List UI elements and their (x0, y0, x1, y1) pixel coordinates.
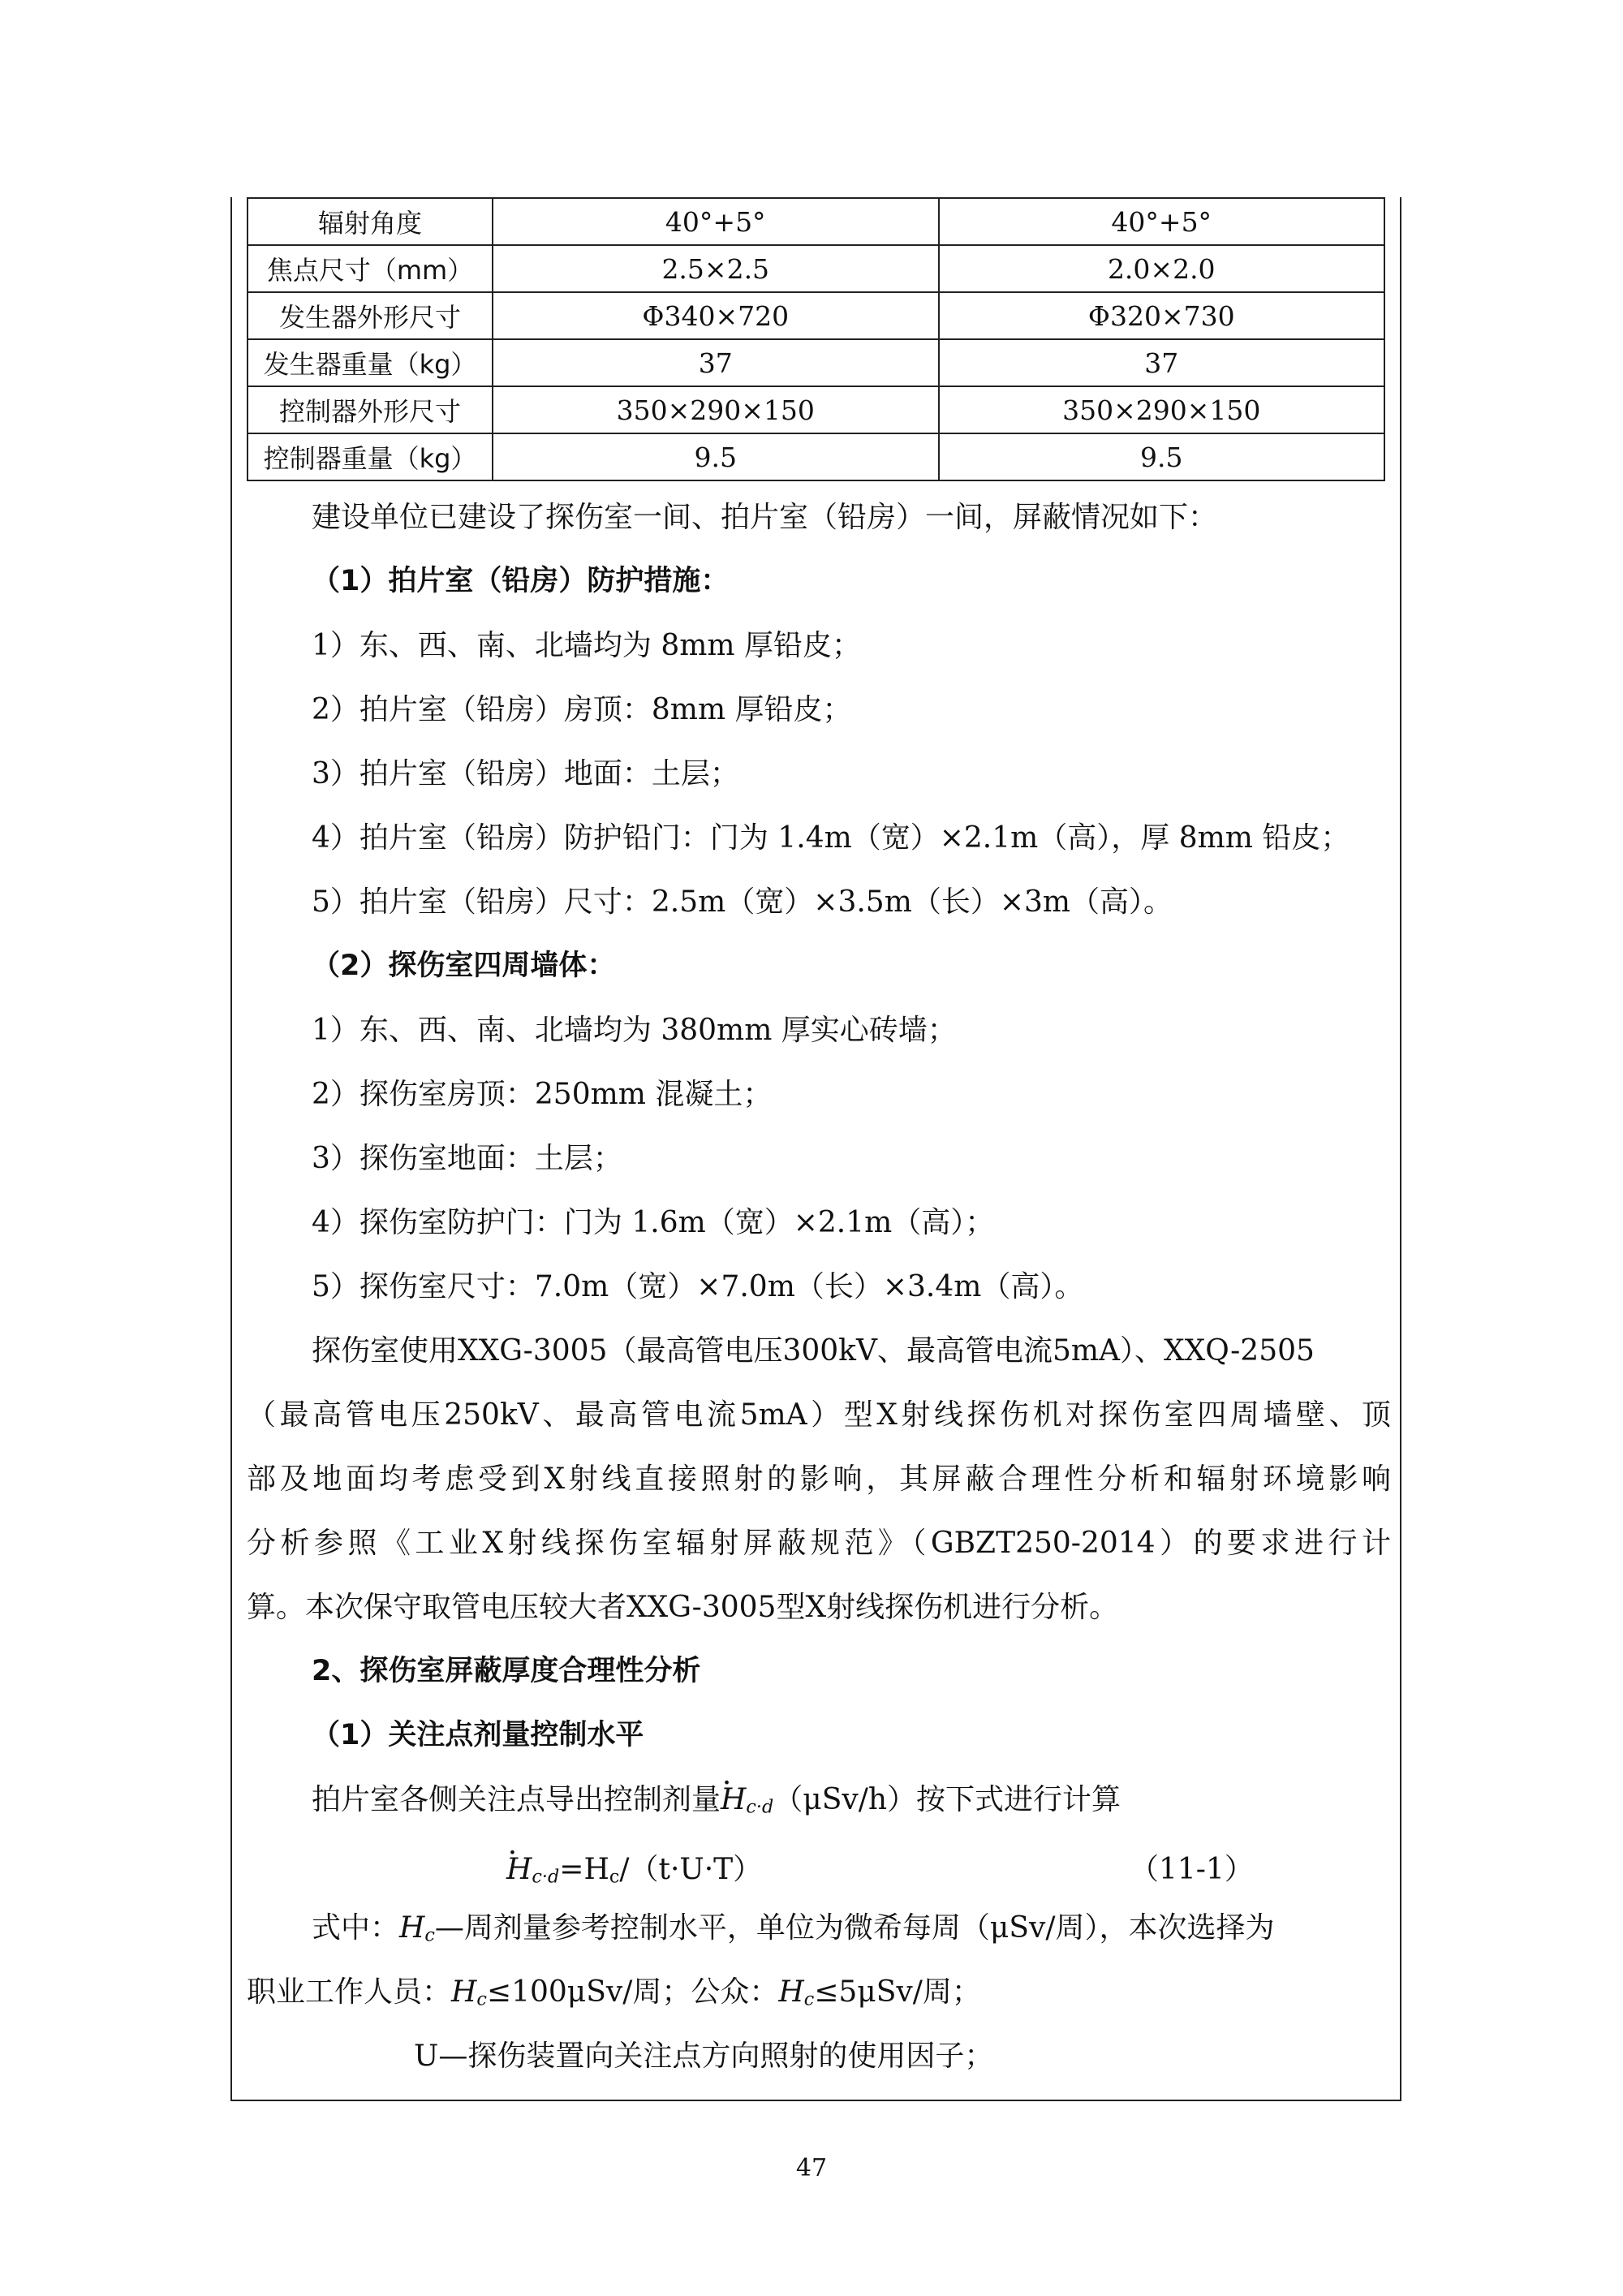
row-label: 发生器外形尺寸 (248, 292, 493, 339)
table-cell: 9.5 (939, 433, 1385, 480)
subsection-heading: （1）关注点剂量控制水平 (312, 1719, 644, 1751)
paragraph-line: 算。本次保守取管电压较大者XXG-3005型X射线探伤机进行分析。 (247, 1591, 1119, 1624)
table-cell: 40°+5° (939, 198, 1385, 245)
list-item: 1）东、西、南、北墙均为 8mm 厚铅皮； (312, 629, 861, 662)
table-cell: 350×290×150 (939, 386, 1385, 433)
list-item: 3）探伤室地面：土层； (312, 1142, 622, 1175)
row-label: 发生器重量（kg） (248, 339, 493, 386)
equation-symbol: · H (506, 1853, 532, 1886)
table-cell: 37 (939, 339, 1385, 386)
table-row (248, 198, 1384, 245)
table-cell: 350×290×150 (493, 386, 939, 433)
table-cell: 40°+5° (493, 198, 939, 245)
list-item: 5）拍片室（铅房）尺寸：2.5m（宽）×3.5m（长）×3m（高）。 (312, 885, 1173, 919)
section-heading: 2、探伤室屏蔽厚度合理性分析 (312, 1655, 701, 1687)
table-cell: 2.5×2.5 (493, 245, 939, 292)
table-row (248, 292, 1384, 339)
table-cell: 9.5 (493, 433, 939, 480)
table-row (248, 386, 1384, 433)
row-label: 辐射角度 (248, 198, 493, 245)
list-item: 3）拍片室（铅房）地面：土层； (312, 757, 739, 790)
table-row (248, 433, 1384, 480)
dose-rate-symbol: · H (721, 1782, 746, 1817)
row-label: 控制器重量（kg） (248, 433, 493, 480)
equation-number: （11-1） (1130, 1853, 1254, 1886)
paragraph-line: 探伤室使用XXG-3005（最高管电压300kV、最高管电流5mA）、XXQ-2505 (312, 1334, 1315, 1368)
table-row (248, 245, 1384, 292)
list-item: 1）东、西、南、北墙均为 380mm 厚实心砖墙； (312, 1014, 957, 1047)
table-cell: 2.0×2.0 (939, 245, 1385, 292)
table-row (248, 339, 1384, 386)
list-item: 4）探伤室防护门：门为 1.6m（宽）×2.1m（高）； (312, 1206, 995, 1239)
intro-paragraph: 建设单位已建设了探伤室一间、拍片室（铅房）一间，屏蔽情况如下： (312, 501, 1218, 534)
definition-line: U—探伤装置向关注点方向照射的使用因子； (414, 2040, 994, 2073)
list-item: 4）拍片室（铅房）防护铅门：门为 1.4m（宽）×2.1m（高），厚 8mm 铅皮； (312, 821, 1350, 855)
table-cell: Φ320×730 (939, 292, 1385, 339)
paragraph-line: 部及地面均考虑受到X射线直接照射的影响，其屏蔽合理性分析和辐射环境影响 (247, 1462, 1391, 1496)
equation: · $H_{c\cdot d}=H_c/(t\cdot U\cdot T)$ (506, 1846, 762, 1888)
page-number: 47 (795, 2154, 828, 2182)
row-label: 焦点尺寸（mm） (248, 245, 493, 292)
list-item: 2）探伤室房顶：250mm 混凝土； (312, 1078, 773, 1111)
definition-line: 式中：$H_c—$周剂量参考控制水平，单位为微希每周（μSv/周），本次选择为 (312, 1911, 1275, 1946)
spec-table (247, 197, 1385, 481)
definition-line: 职业工作人员：$H_c\le 100\mu Sv/$周；公众：$H_c\le 5\mu Sv/$周； (247, 1975, 981, 2010)
list-item: 5）探伤室尺寸：7.0m（宽）×7.0m（长）×3.4m（高）。 (312, 1270, 1084, 1303)
table-cell: 37 (493, 339, 939, 386)
section1-title: （1）拍片室（铅房）防护措施： (312, 565, 730, 597)
paragraph-line: 分析参照《工业X射线探伤室辐射屏蔽规范》（GBZT250-2014）的要求进行计 (247, 1527, 1391, 1560)
row-label: 控制器外形尺寸 (248, 386, 493, 433)
list-item: 2）拍片室（铅房）房顶：8mm 厚铅皮； (312, 693, 852, 726)
section2-title: （2）探伤室四周墙体： (312, 950, 616, 982)
paragraph-line: （最高管电压250kV、最高管电流5mA）型X射线探伤机对探伤室四周墙壁、顶 (247, 1398, 1391, 1432)
calc-intro-line: 拍片室各侧关注点导出控制剂量· $H_{c\cdot d}(\mu Sv/h)$按下式进行计算 (312, 1782, 1456, 1818)
table-cell: Φ340×720 (493, 292, 939, 339)
